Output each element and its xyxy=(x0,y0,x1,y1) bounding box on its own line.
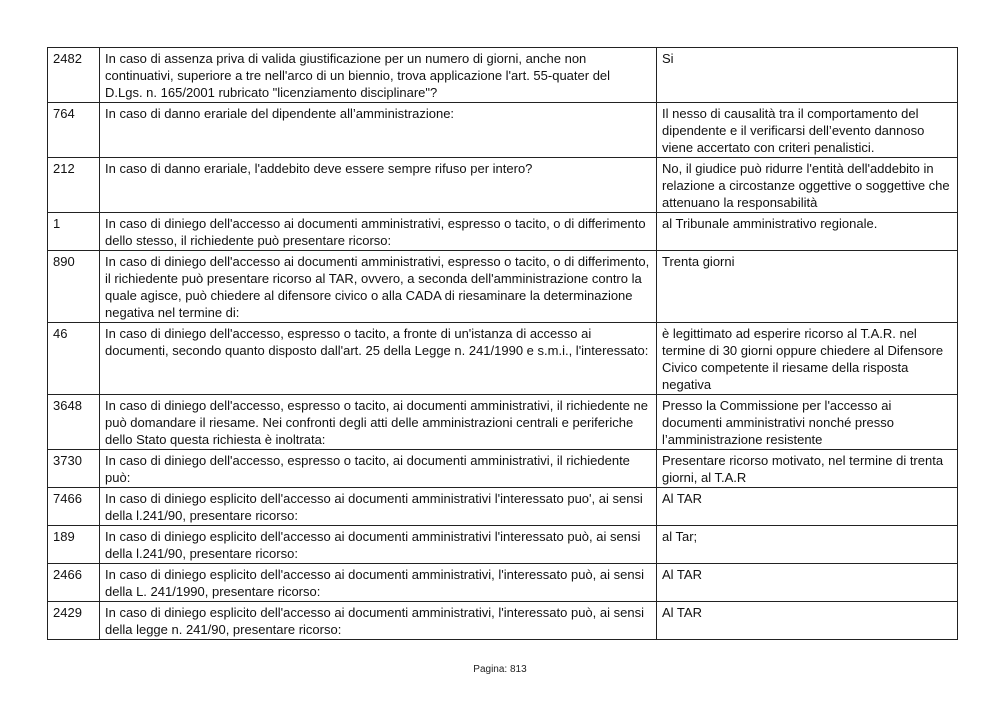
table-row xyxy=(48,323,958,395)
answer-text: Presso la Commissione per l'accesso ai documenti amministrativi nonché presso l’amministrazione resistente xyxy=(657,395,958,450)
question-text: In caso di danno erariale del dipendente all’amministrazione: xyxy=(100,103,657,158)
answer-text: al Tribunale amministrativo regionale. xyxy=(657,213,958,251)
question-id: 3730 xyxy=(48,450,100,488)
table-row xyxy=(48,602,958,640)
question-id: 46 xyxy=(48,323,100,395)
question-text: In caso di diniego dell'accesso, espresso o tacito, ai documenti amministrativi, il richiedente ne può domandare il riesame. Nei confronti degli atti delle amministrazioni centrali e periferiche dello Stato questa richiesta è inoltrata: xyxy=(100,395,657,450)
answer-text: Trenta giorni xyxy=(657,251,958,323)
table-row xyxy=(48,103,958,158)
question-text: In caso di diniego esplicito dell'accesso ai documenti amministrativi, l'interessato può, ai sensi della L. 241/1990, presentare ricorso: xyxy=(100,564,657,602)
question-text: In caso di diniego esplicito dell'accesso ai documenti amministrativi l'interessato può, ai sensi della l.241/90, presentare ricorso: xyxy=(100,526,657,564)
table-row xyxy=(48,158,958,213)
questions-table xyxy=(47,47,958,640)
table-row xyxy=(48,450,958,488)
table-row xyxy=(48,564,958,602)
page-number: Pagina: 813 xyxy=(473,664,527,675)
question-id: 189 xyxy=(48,526,100,564)
table-row xyxy=(48,48,958,103)
answer-text: Il nesso di causalità tra il comportamento del dipendente e il verificarsi dell’evento dannoso viene accertato con criteri penalistici. xyxy=(657,103,958,158)
question-id: 212 xyxy=(48,158,100,213)
answer-text: Al TAR xyxy=(657,564,958,602)
table-row xyxy=(48,213,958,251)
answer-text: Al TAR xyxy=(657,488,958,526)
question-text: In caso di diniego dell'accesso ai documenti amministrativi, espresso o tacito, o di differimento, il richiedente può presentare ricorso al TAR, ovvero, a seconda dell'amministrazione contro la quale agisce, può chiedere al difensore civico o alla CADA di riesaminare la determinazione negativa nel termine di: xyxy=(100,251,657,323)
question-id: 2482 xyxy=(48,48,100,103)
question-text: In caso di assenza priva di valida giustificazione per un numero di giorni, anche non continuativi, superiore a tre nell'arco di un biennio, trova applicazione l'art. 55-quater del D.Lgs. n. 165/2001 rubricato "licenziamento disciplinare"? xyxy=(100,48,657,103)
table-row xyxy=(48,395,958,450)
question-text: In caso di diniego esplicito dell'accesso ai documenti amministrativi, l'interessato può, ai sensi della legge n. 241/90, presentare ricorso: xyxy=(100,602,657,640)
question-id: 7466 xyxy=(48,488,100,526)
question-text: In caso di diniego esplicito dell'accesso ai documenti amministrativi l'interessato puo', ai sensi della l.241/90, presentare ricorso: xyxy=(100,488,657,526)
table-row xyxy=(48,526,958,564)
question-id: 2466 xyxy=(48,564,100,602)
question-id: 1 xyxy=(48,213,100,251)
answer-text: al Tar; xyxy=(657,526,958,564)
answer-text: Al TAR xyxy=(657,602,958,640)
question-id: 890 xyxy=(48,251,100,323)
question-id: 764 xyxy=(48,103,100,158)
question-id: 2429 xyxy=(48,602,100,640)
question-text: In caso di danno erariale, l'addebito deve essere sempre rifuso per intero? xyxy=(100,158,657,213)
question-text: In caso di diniego dell'accesso, espresso o tacito, a fronte di un'istanza di accesso ai documenti, secondo quanto disposto dall'art. 25 della Legge n. 241/1990 e s.m.i., l'interessato: xyxy=(100,323,657,395)
table-row xyxy=(48,251,958,323)
question-text: In caso di diniego dell'accesso, espresso o tacito, ai documenti amministrativi, il richiedente può: xyxy=(100,450,657,488)
answer-text: Presentare ricorso motivato, nel termine di trenta giorni, al T.A.R xyxy=(657,450,958,488)
answer-text: No, il giudice può ridurre l'entità dell'addebito in relazione a circostanze oggettive o soggettive che attenuano la responsabilità xyxy=(657,158,958,213)
answer-text: Si xyxy=(657,48,958,103)
answer-text: è legittimato ad esperire ricorso al T.A.R. nel termine di 30 giorni oppure chiedere al Difensore Civico competente il riesame della risposta negativa xyxy=(657,323,958,395)
question-text: In caso di diniego dell'accesso ai documenti amministrativi, espresso o tacito, o di differimento dello stesso, il richiedente può presentare ricorso: xyxy=(100,213,657,251)
question-id: 3648 xyxy=(48,395,100,450)
table-row xyxy=(48,488,958,526)
